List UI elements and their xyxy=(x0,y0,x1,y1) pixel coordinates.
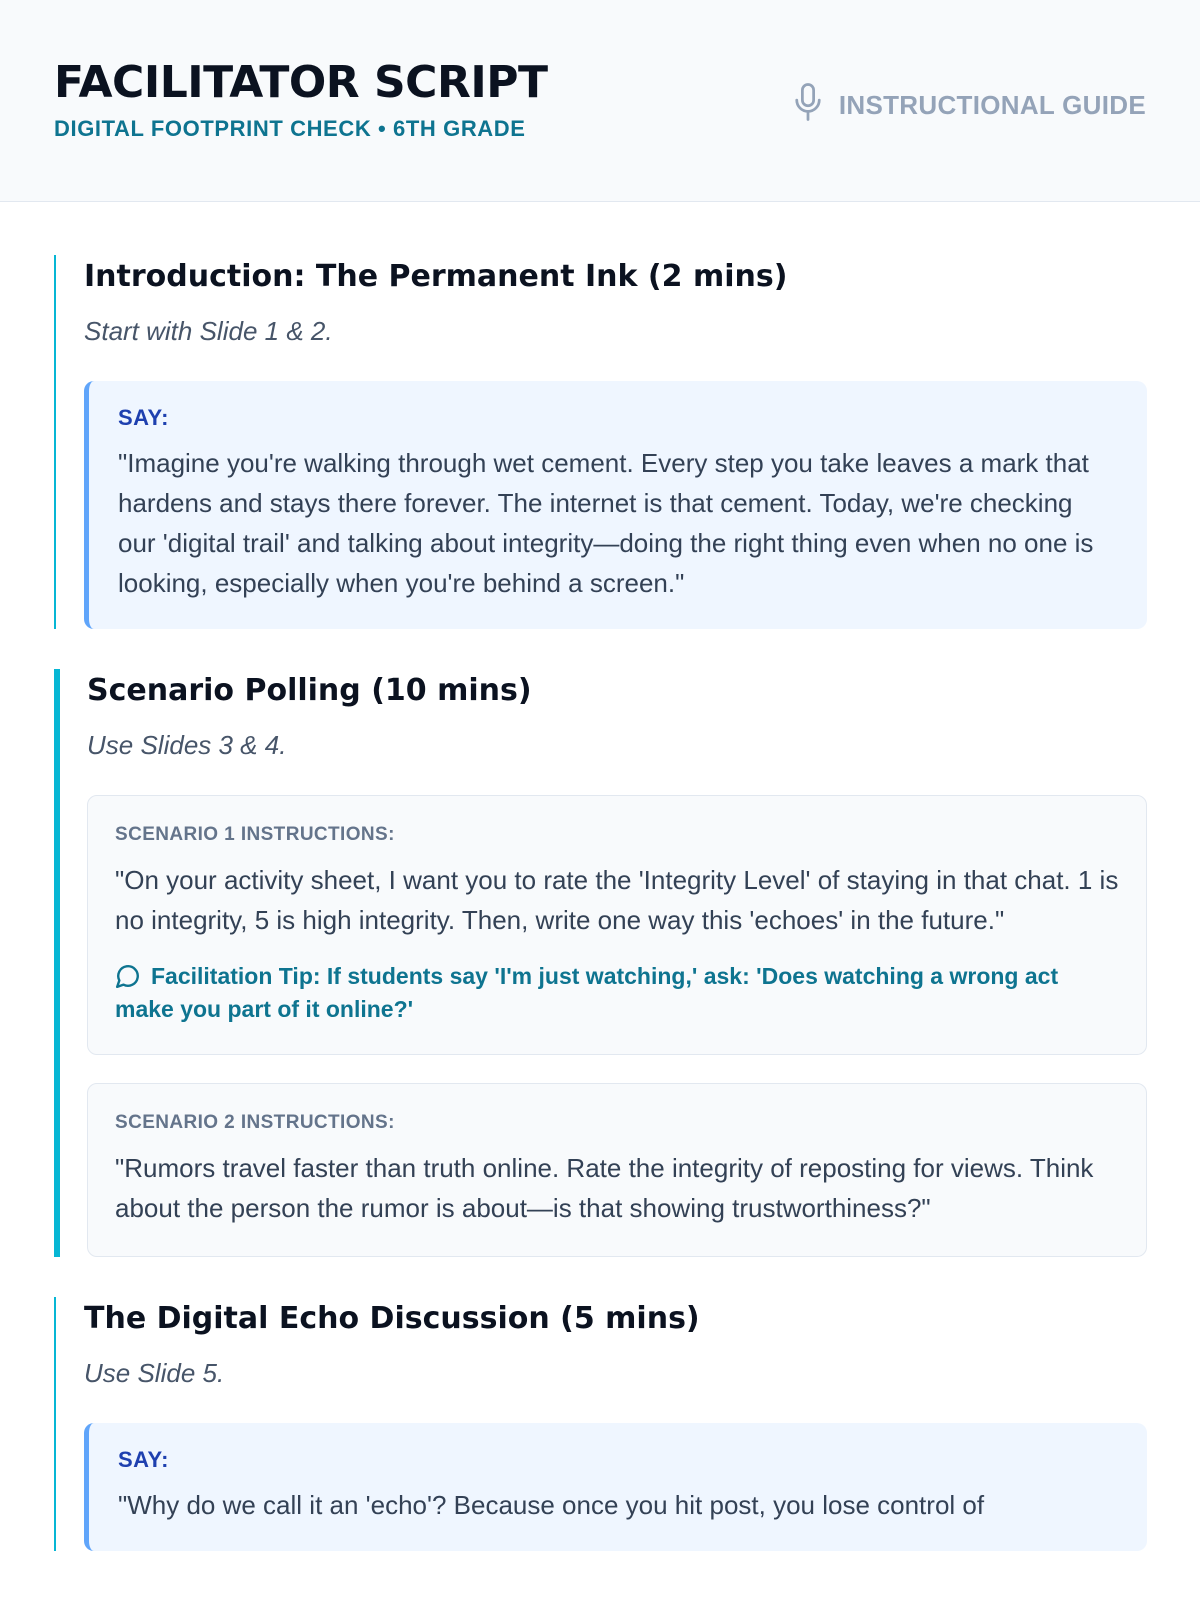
chat-bubble-icon xyxy=(115,963,141,989)
page-title: FACILITATOR SCRIPT xyxy=(54,57,548,108)
say-label: SAY: xyxy=(118,1447,169,1472)
scenario-text: "Rumors travel faster than truth online. Rate the integrity of reposting for views. Think about the person the rumor is about—is that showing trustworthiness?" xyxy=(115,1153,1094,1223)
scenario-1-card xyxy=(87,795,1147,1055)
section-heading: The Digital Echo Discussion (5 mins) xyxy=(84,1301,700,1336)
microphone-icon xyxy=(793,82,823,129)
instructional-guide-label xyxy=(793,82,1146,129)
slide-note: Use Slide 5. xyxy=(84,1358,225,1388)
page-subtitle: DIGITAL FOOTPRINT CHECK • 6TH GRADE xyxy=(54,116,526,141)
tip-text: Facilitation Tip: If students say 'I'm just watching,' ask: 'Does watching a wrong act make you part of it online?' xyxy=(115,963,1059,1022)
slide-note: Use Slides 3 & 4. xyxy=(87,730,287,760)
say-text: "Why do we call it an 'echo'? Because once you hit post, you lose control of xyxy=(118,1490,985,1520)
say-label: SAY: xyxy=(118,405,169,430)
page-header xyxy=(0,0,1200,202)
section-introduction xyxy=(54,255,1147,629)
slide-note: Start with Slide 1 & 2. xyxy=(84,316,333,346)
section-heading: Introduction: The Permanent Ink (2 mins) xyxy=(84,259,788,294)
scenario-label: SCENARIO 2 INSTRUCTIONS: xyxy=(115,1112,395,1133)
scenario-2-card xyxy=(87,1083,1147,1257)
scenario-text: "On your activity sheet, I want you to rate the 'Integrity Level' of staying in that chat. 1 is no integrity, 5 is high integrity. Then, write one way this 'echoes' in the future." xyxy=(115,865,1119,935)
section-digital-echo xyxy=(54,1297,1147,1551)
section-heading: Scenario Polling (10 mins) xyxy=(87,673,532,708)
section-scenario-polling xyxy=(54,669,1147,1257)
facilitation-tip xyxy=(115,960,1119,1026)
say-box xyxy=(84,1423,1147,1551)
scenario-label: SCENARIO 1 INSTRUCTIONS: xyxy=(115,824,395,845)
guide-label-text: INSTRUCTIONAL GUIDE xyxy=(838,90,1146,120)
say-box xyxy=(84,381,1147,629)
script-content xyxy=(54,255,1147,1551)
say-text: "Imagine you're walking through wet cement. Every step you take leaves a mark that hardens and stays there forever. The internet is that cement. Today, we're checking our 'digital trail' and talking about integrity—doing the right thing even when no one is looking, especially when you're behind a screen." xyxy=(118,448,1094,598)
